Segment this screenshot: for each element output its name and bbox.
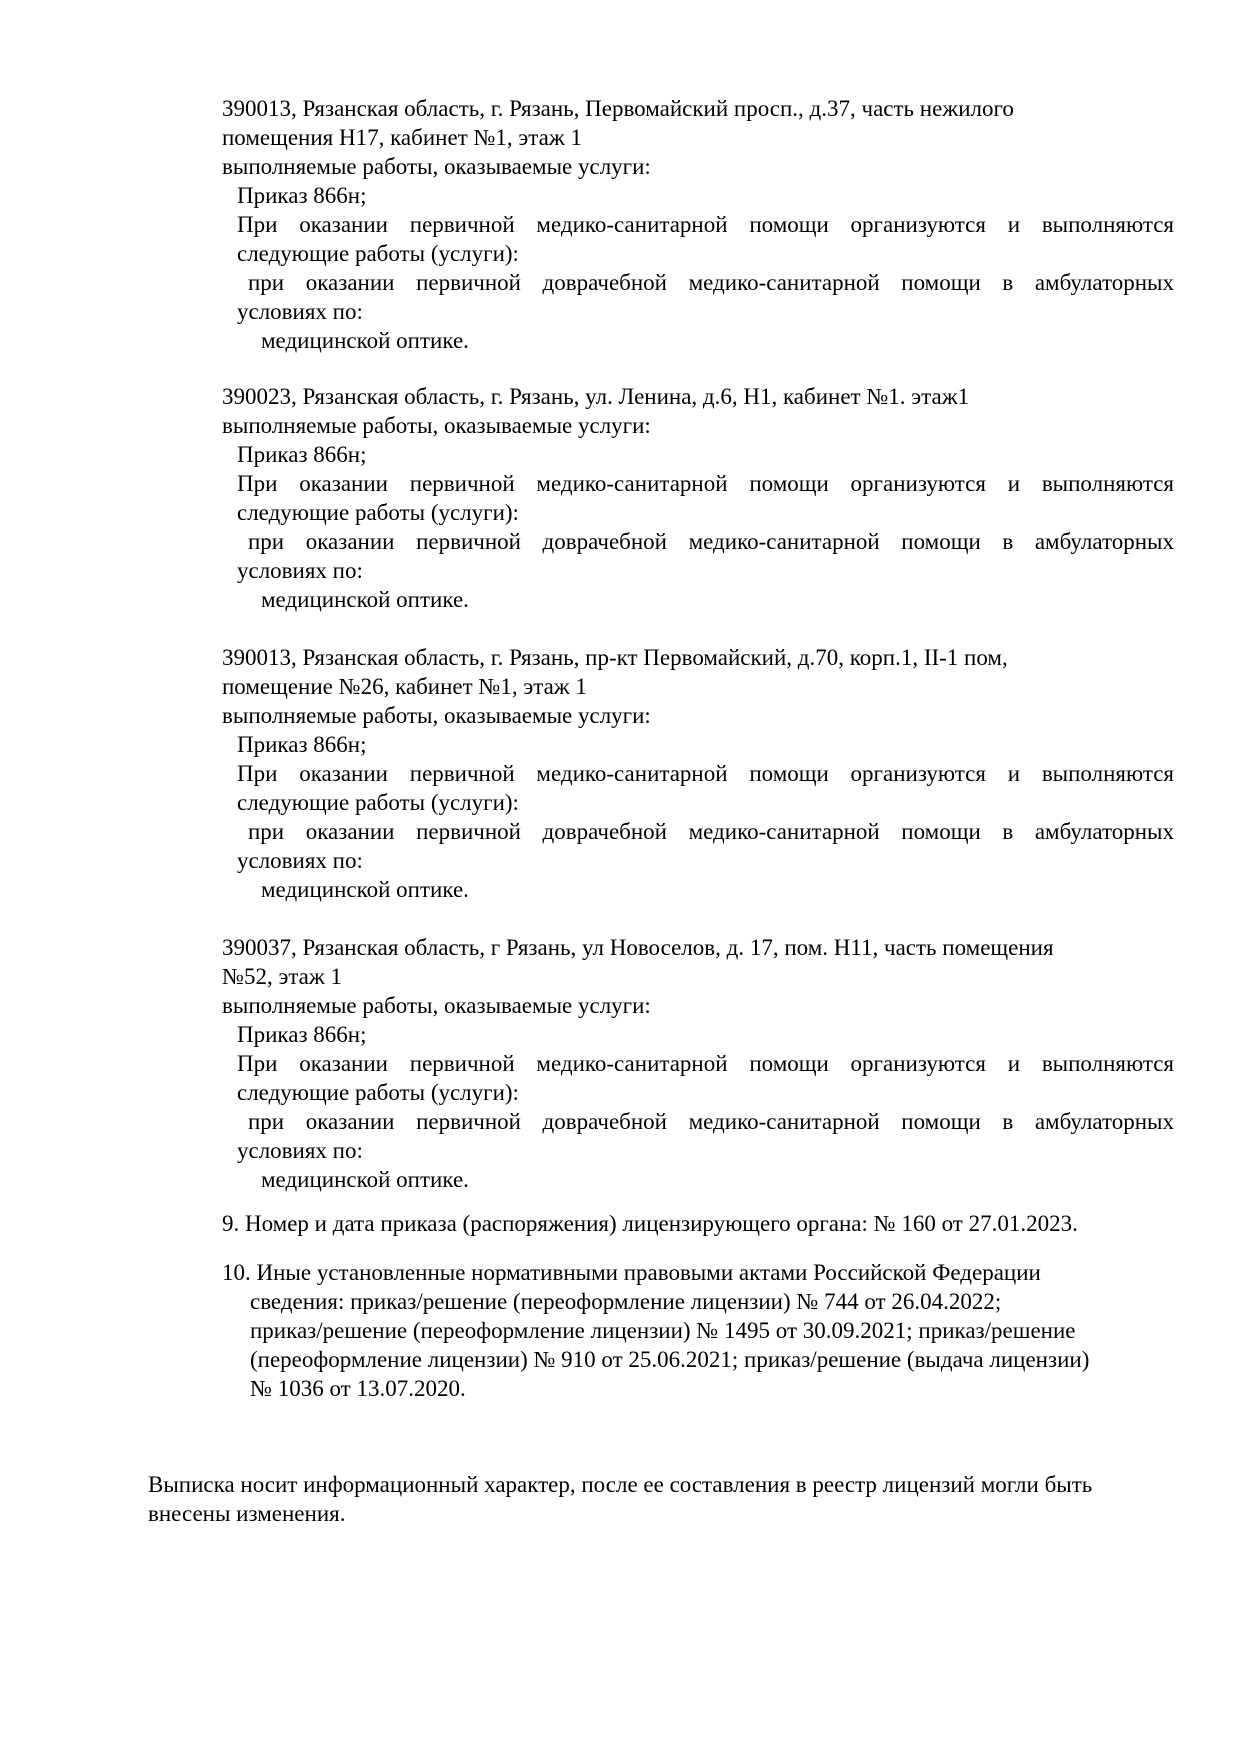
address-line: 390013, Рязанская область, г. Рязань, пр-кт Первомайский, д.70, корп.1, II-1 пом, (222, 645, 1008, 670)
primary-care-line-cont: следующие работы (услуги): (237, 241, 519, 266)
works-label: выполняемые работы, оказываемые услуги: (222, 413, 651, 438)
prehospital-care-line: при оказании первичной доврачебной медико-санитарной помощи в амбулаторных (248, 529, 1174, 554)
address-line: №52, этаж 1 (222, 964, 342, 989)
footer-line: Выписка носит информационный характер, после ее составления в реестр лицензий могли быть (148, 1472, 1093, 1497)
prehospital-care-line: при оказании первичной доврачебной медико-санитарной помощи в амбулаторных (248, 819, 1174, 844)
order-line: Приказ 866н; (237, 442, 367, 467)
address-block-3 (222, 643, 1174, 904)
item-9-order-number (222, 1209, 1182, 1238)
primary-care-line: При оказании первичной медико-санитарной помощи организуются и выполняются (237, 212, 1174, 237)
prehospital-care-line-cont: условиях по: (237, 1138, 363, 1163)
address-line: помещения Н17, кабинет №1, этаж 1 (222, 125, 582, 150)
works-label: выполняемые работы, оказываемые услуги: (222, 154, 651, 179)
address-line: 390023, Рязанская область, г. Рязань, ул. Ленина, д.6, Н1, кабинет №1. этаж1 (222, 384, 970, 409)
service-line: медицинской оптике. (261, 328, 469, 353)
item-10-line: 10. Иные установленные нормативными правовыми актами Российской Федерации (222, 1260, 1041, 1285)
item-10-other-info (222, 1258, 1182, 1403)
order-line: Приказ 866н; (237, 183, 367, 208)
prehospital-care-line-cont: условиях по: (237, 299, 363, 324)
service-line: медицинской оптике. (261, 877, 469, 902)
primary-care-line: При оказании первичной медико-санитарной помощи организуются и выполняются (237, 1051, 1174, 1076)
prehospital-care-line: при оказании первичной доврачебной медико-санитарной помощи в амбулаторных (248, 270, 1174, 295)
item-10-line: сведения: приказ/решение (переоформление лицензии) № 744 от 26.04.2022; (250, 1289, 1002, 1314)
order-line: Приказ 866н; (237, 732, 367, 757)
footer-line: внесены изменения. (148, 1501, 346, 1526)
prehospital-care-line-cont: условиях по: (237, 848, 363, 873)
item-9-text: 9. Номер и дата приказа (распоряжения) лицензирующего органа: № 160 от 27.01.2023. (222, 1211, 1078, 1236)
works-label: выполняемые работы, оказываемые услуги: (222, 993, 651, 1018)
address-line: 390037, Рязанская область, г Рязань, ул Новоселов, д. 17, пом. Н11, часть помещения (222, 935, 1054, 960)
address-block-2 (222, 382, 1174, 614)
primary-care-line-cont: следующие работы (услуги): (237, 790, 519, 815)
footer-note (148, 1470, 1188, 1528)
item-10-line: (переоформление лицензии) № 910 от 25.06.2021; приказ/решение (выдача лицензии) (250, 1347, 1090, 1372)
primary-care-line: При оказании первичной медико-санитарной помощи организуются и выполняются (237, 471, 1174, 496)
prehospital-care-line: при оказании первичной доврачебной медико-санитарной помощи в амбулаторных (248, 1109, 1174, 1134)
service-line: медицинской оптике. (261, 587, 469, 612)
item-10-line: № 1036 от 13.07.2020. (250, 1376, 466, 1401)
primary-care-line: При оказании первичной медико-санитарной помощи организуются и выполняются (237, 761, 1174, 786)
address-line: 390013, Рязанская область, г. Рязань, Первомайский просп., д.37, часть нежилого (222, 96, 1014, 121)
primary-care-line-cont: следующие работы (услуги): (237, 1080, 519, 1105)
works-label: выполняемые работы, оказываемые услуги: (222, 703, 651, 728)
address-block-4 (222, 933, 1174, 1194)
address-line: помещение №26, кабинет №1, этаж 1 (222, 674, 587, 699)
address-block-1 (222, 94, 1174, 355)
service-line: медицинской оптике. (261, 1167, 469, 1192)
primary-care-line-cont: следующие работы (услуги): (237, 500, 519, 525)
item-10-line: приказ/решение (переоформление лицензии) № 1495 от 30.09.2021; приказ/решение (250, 1318, 1076, 1343)
order-line: Приказ 866н; (237, 1022, 367, 1047)
prehospital-care-line-cont: условиях по: (237, 558, 363, 583)
